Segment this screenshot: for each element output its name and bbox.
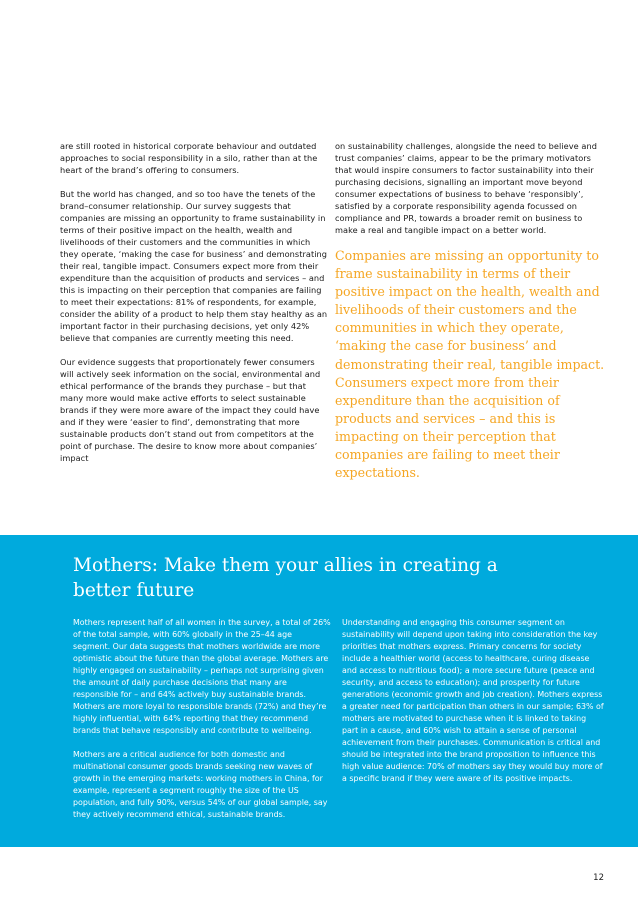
body-paragraph: But the world has changed, and so too have the tenets of the brand–consumer relationship. Our survey suggests that companies are missing an opportunity to frame sustainability in terms of their positive impact on the health, wealth and livelihoods of their customers and the communities in which they operate, ‘making the case for business’ and demonstrating their real, tangible impact. Consumers expect more from their expenditure than the acquisition of products and services – and this is impacting on their perception that companies are failing to meet their expectations: 81% of respondents, for example, consider the ability of a product to help them stay healthy as an important factor in their purchasing decisions, yet only 42% believe that companies are currently meeting this need. <box>60 189 328 343</box>
body-paragraph: on sustainability challenges, alongside the need to believe and trust companies’ claims, appear to be the primary motivators that would inspire consumers to factor sustainability into their purchasing decisions, signalling an important move beyond consumer expectations of business to behave ‘responsibly’, satisfied by a corporate responsibility agenda focussed on compliance and PR, towards a broader remit on business to make a real and tangible impact on a better world. <box>335 141 597 235</box>
mothers-left-column <box>73 617 331 833</box>
body-paragraph: Understanding and engaging this consumer segment on sustainability will depend upon taking into consideration the key priorities that mothers express. Primary concerns for society include a healthier world (access to healthcare, curing disease and access to nutritious food); a more secure future (peace and security, and access to education); and prosperity for future generations (economic growth and job creation). Mothers express a greater need for participation than others in our sample; 63% of mothers are motivated to purchase when it is linked to taking part in a cause, and 60% wish to attain a sense of personal achievement from their purchases. Communication is critical and should be integrated into the brand proposition to influence this high value audience: 70% of mothers say they would buy more of a specific brand if they were aware of its positive impacts. <box>342 618 604 783</box>
right-column <box>335 140 603 248</box>
section-heading: Mothers: Make them your allies in creating a better future <box>73 555 498 601</box>
body-paragraph: Our evidence suggests that proportionately fewer consumers will actively seek information on the social, environmental and ethical performance of the brands they purchase – but that many more would make active efforts to select sustainable brands if they were more aware of the impact they could have and if they were ‘easier to find’, demonstrating that more sustainable products don’t stand out from competitors at the point of purchase. The desire to know more about companies’ impact <box>60 357 321 463</box>
mothers-right-column <box>342 617 604 797</box>
pull-quote: Companies are missing an opportunity to frame sustainability in terms of their positive impact on the health, wealth and livelihoods of their customers and the communities in which they operate, ‘making the case for business’ and demonstrating their real, tangible impact. Consumers expect more from their expenditure than the acquisition of products and services – and this is impacting on their perception that companies are failing to meet their expectations. <box>335 248 605 481</box>
page-number: 12 <box>593 873 604 883</box>
body-paragraph: Mothers represent half of all women in the survey, a total of 26% of the total sample, with 60% globally in the 25–44 age segment. Our data suggests that mothers worldwide are more optimistic about the future than the global average. Mothers are highly engaged on sustainability – perhaps not surprising given the amount of daily purchase decisions that many are responsible for – and 64% actively buy sustainable brands. Mothers are more loyal to responsible brands (72%) and they’re highly influential, with 64% reporting that they recommend brands that behave responsibly and contribute to wellbeing. <box>73 618 331 735</box>
left-column <box>60 140 330 476</box>
body-paragraph: Mothers are a critical audience for both domestic and multinational consumer goods brands seeking new waves of growth in the emerging markets: working mothers in China, for example, represent a segment roughly the size of the US population, and fully 90%, versus 54% of our global sample, say they actively recommend ethical, sustainable brands. <box>73 750 328 819</box>
body-paragraph: are still rooted in historical corporate behaviour and outdated approaches to social responsibility in a silo, rather than at the heart of the brand’s offering to consumers. <box>60 141 318 175</box>
